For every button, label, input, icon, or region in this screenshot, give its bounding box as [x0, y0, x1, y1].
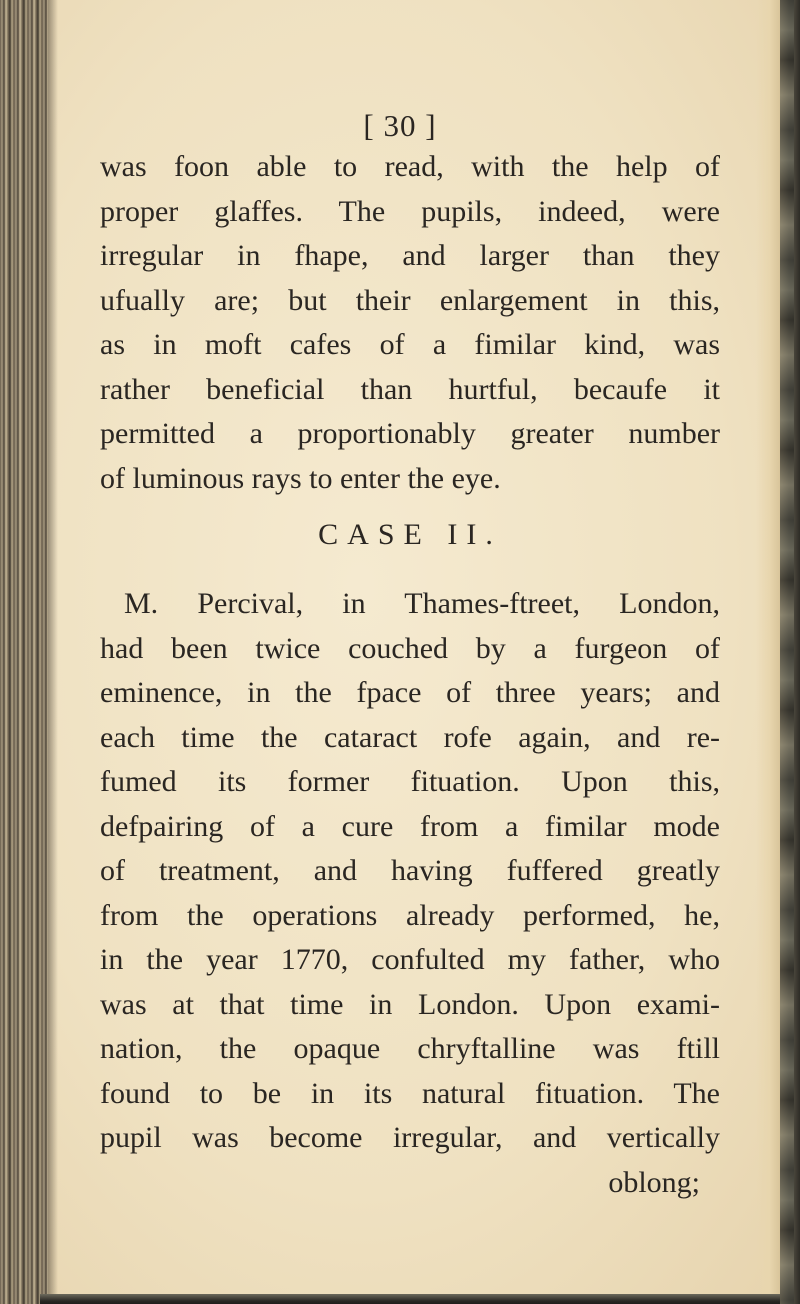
text-line: pupil was become irregular, and vertically	[100, 1121, 720, 1154]
text-line: found to be in its natural fituation. The	[100, 1076, 720, 1110]
text-line: had been twice couched by a furgeon of	[100, 631, 720, 665]
paragraph-1	[100, 145, 720, 501]
page-right-edge	[756, 0, 800, 1304]
text-line: was at that time in London. Upon exami-	[100, 987, 720, 1021]
book-binding-edge	[0, 0, 48, 1304]
text-line: of treatment, and having fuffered greatly	[100, 854, 720, 887]
page-header	[0, 108, 800, 144]
text-line: eminence, in the fpace of three years; and	[100, 676, 720, 709]
text-line: M. Percival, in Thames-ftreet, London,	[124, 587, 720, 620]
text-line: was foon able to read, with the help of	[100, 150, 720, 183]
catchword: oblong;	[608, 1165, 700, 1199]
text-line: irregular in fhape, and larger than they	[100, 239, 720, 272]
text-line: from the operations already performed, he,	[100, 898, 720, 932]
text-line: proper glaffes. The pupils, indeed, were	[100, 194, 720, 228]
text-line: as in moft cafes of a fimilar kind, was	[100, 328, 720, 361]
paragraph-2	[100, 582, 720, 1205]
text-line: of luminous rays to enter the eye.	[100, 461, 501, 495]
text-line: in the year 1770, confulted my father, who	[100, 943, 720, 976]
text-line: fumed its former fituation. Upon this,	[100, 765, 720, 798]
section-heading: CASE II.	[318, 518, 502, 551]
page-number: [ 30 ]	[363, 108, 437, 143]
text-line: ufually are; but their enlargement in this,	[100, 283, 720, 317]
page-bottom-edge	[40, 1294, 780, 1304]
text-line: each time the cataract rofe again, and re-	[100, 720, 720, 754]
text-line: permitted a proportionably greater number	[100, 417, 720, 450]
text-line: rather beneficial than hurtful, becaufe it	[100, 372, 720, 406]
text-line: nation, the opaque chryftalline was ftill	[100, 1032, 720, 1065]
text-line: defpairing of a cure from a fimilar mode	[100, 809, 720, 843]
